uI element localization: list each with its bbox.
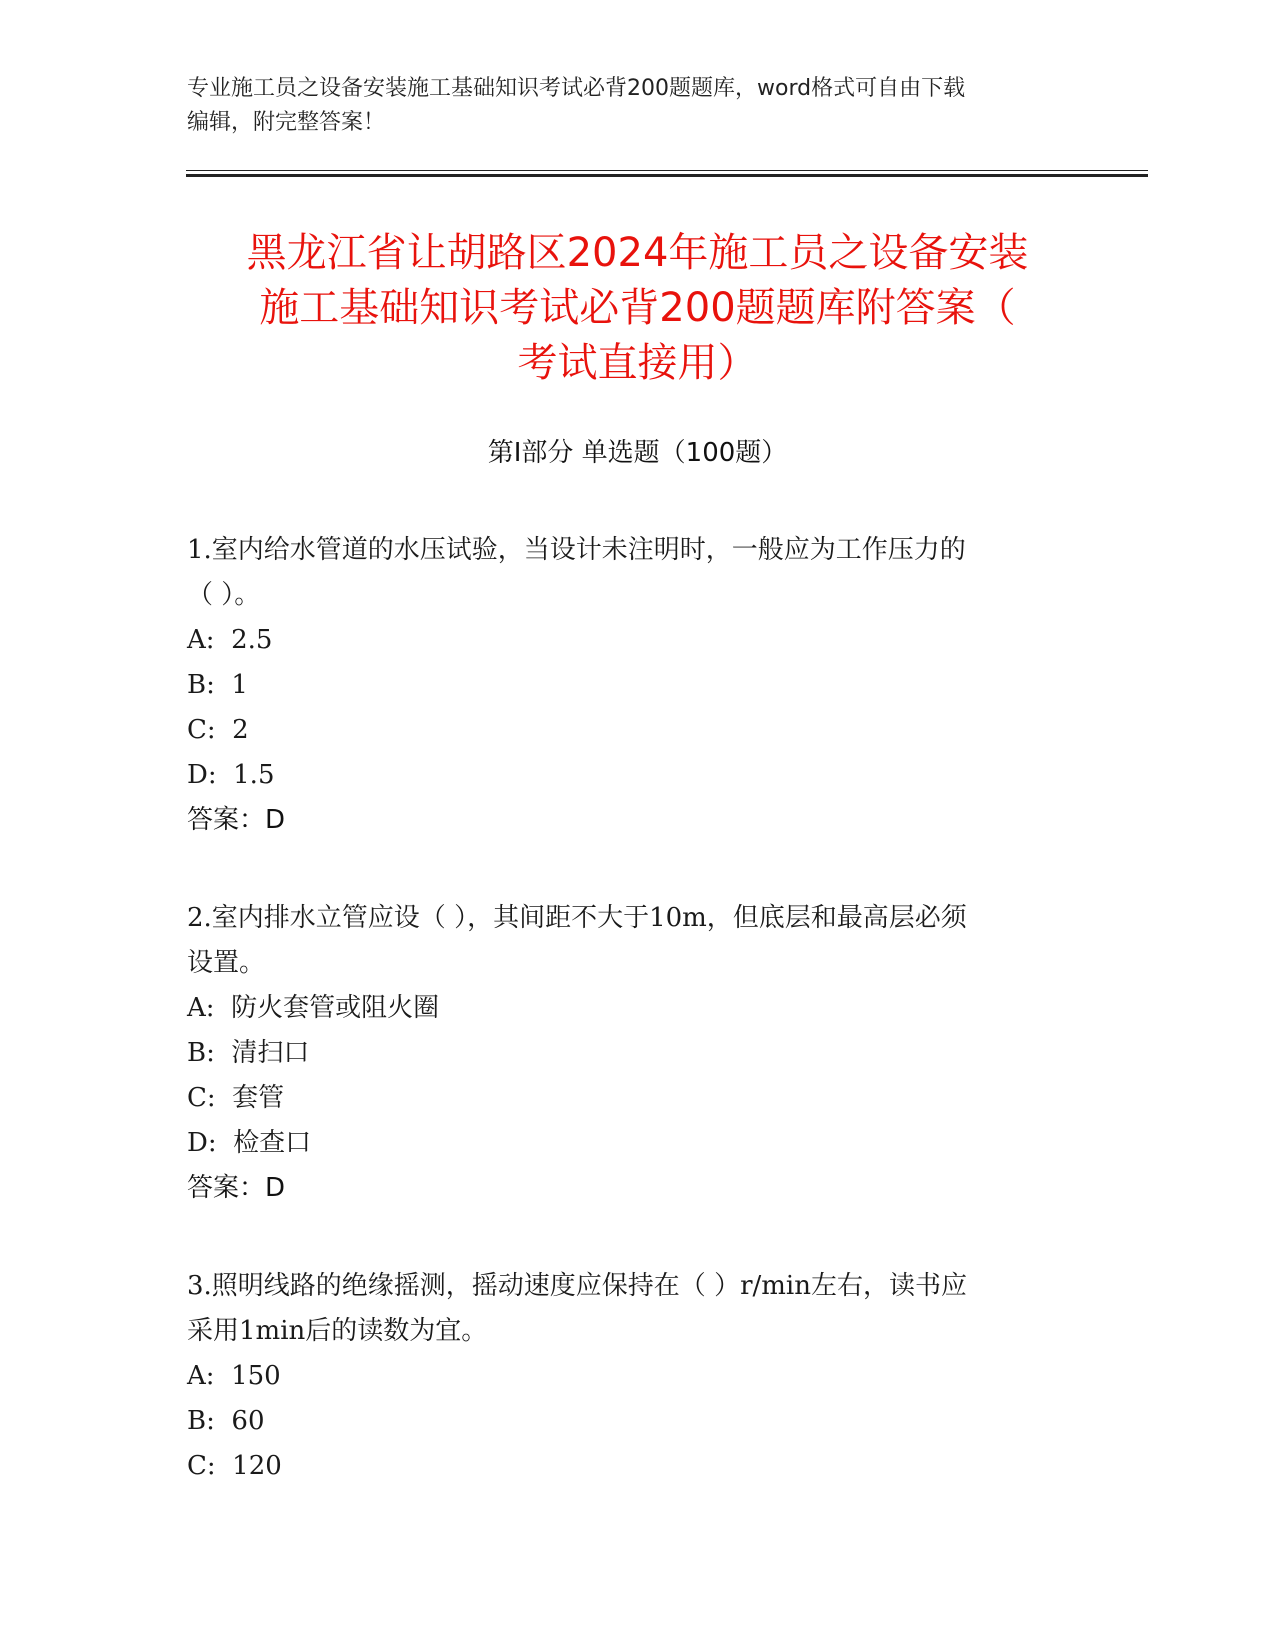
option-c: C: 套管 [187, 1083, 285, 1113]
option-b: B: 60 [187, 1406, 265, 1436]
question-list [187, 528, 1067, 1542]
option-a: A: 防火套管或阻火圈 [187, 993, 440, 1023]
option-c: C: 120 [187, 1451, 282, 1481]
question-3 [187, 1264, 1067, 1489]
document-title: 黑龙江省让胡路区2024年施工员之设备安装 施工基础知识考试必背200题题库附答案（ 考试直接用） [246, 230, 1029, 386]
option-d: D: 1.5 [187, 760, 275, 790]
option-a: A: 2.5 [187, 625, 273, 655]
option-b: B: 1 [187, 670, 248, 700]
question-1 [187, 528, 1067, 843]
header-rule-thin [186, 170, 1148, 171]
option-b: B: 清扫口 [187, 1038, 310, 1068]
header-note: 专业施工员之设备安装施工基础知识考试必背200题题库，word格式可自由下载 编辑，附完整答案！ [187, 76, 966, 135]
question-2 [187, 896, 1067, 1211]
question-stem: 3.照明线路的绝缘摇测，摇动速度应保持在（ ）r/min左右，读书应 采用1min后的读数为宜。 [187, 1271, 967, 1346]
question-stem: 1.室内给水管道的水压试验，当设计未注明时，一般应为工作压力的 （ ）。 [187, 535, 966, 610]
question-stem: 2.室内排水立管应设（ ），其间距不大于10m，但底层和最高层必须 设置。 [187, 903, 967, 978]
answer: 答案：D [187, 1173, 286, 1203]
answer: 答案：D [187, 805, 286, 835]
option-a: A: 150 [187, 1361, 281, 1391]
header-rule-thick [186, 174, 1148, 177]
option-c: C: 2 [187, 715, 249, 745]
option-d: D: 检查口 [187, 1128, 312, 1158]
section-title: 第Ⅰ部分 单选题（100题） [487, 438, 788, 468]
